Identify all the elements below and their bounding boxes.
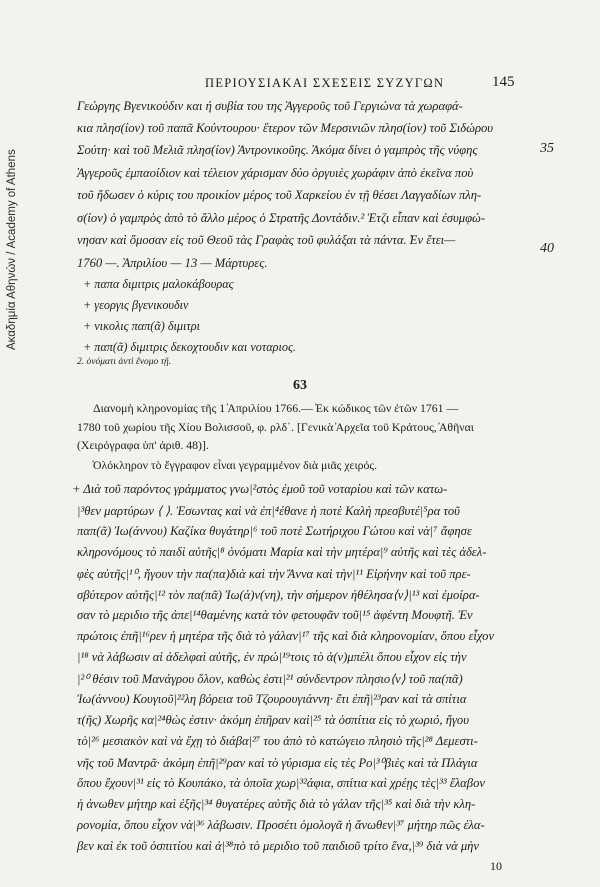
signature-line: + γεοργις βγενικουδιν — [83, 298, 189, 312]
body-line: + Διὰ τοῦ παρόντος γράμματος γνω|²στὸς ἐμοῦ τοῦ νοταρίου καὶ τῶν κατω- — [72, 482, 448, 496]
body-line: ρονομία, ὅπου εἶχον νὰ|³⁶ λάβωσιν. Προσέτι ὁμολογᾶ ἡ ἄνωθεν|³⁷ μήτηρ πῶς ἐλα- — [77, 818, 485, 832]
line-number-margin: 35 — [540, 141, 554, 156]
body-line: νῆς τοῦ Μαντρᾶ· ἀκόμη ἐπῆ|²⁹ραν καὶ τὸ γύρισμα εἰς τὲς Ρο|³⁰βιὲς καὶ τὰ Πλάγια — [77, 756, 478, 770]
signature-line: + παπα διμιτρις μαλοκάβουρας — [83, 277, 234, 291]
signature-line: + παπ(ᾶ) διμιτρις δεκοχτουδιν και νοταριος. — [83, 340, 296, 354]
signature-mark: 10 — [490, 859, 502, 873]
body-line: φὲς αὐτῆς|¹⁰, ἤγουν τὴν πα(πα)διὰ καὶ τὴν Ἄννα καὶ τὴν|¹¹ Εἰρήνην καὶ τοῦ πρε- — [77, 567, 471, 581]
body-line: βεν καὶ ἐκ τοῦ ὁσπιτίου καὶ ἀ|³⁸πὸ τὸ μεριδιο τοῦ παιδιοῦ τρίτο ἕνα,|³⁹ διὰ νὰ μὴν — [77, 839, 480, 853]
text-line: ̓Αγγεροῦς ἐμπαοίδιον καὶ τέλειον χάρισμαν δύο ὀργυιὲς χωράφιν ἀπὸ ἐκεῖνα ποὺ — [77, 166, 474, 180]
body-line: |¹⁸ νὰ λάβωσιν αἱ ἀδελφαὶ αὐτῆς, ἐν πρώ|¹⁹τοις τὸ ἀ(ν)μπέλι ὅπου εἶχον εἰς τὴν — [77, 650, 467, 664]
body-line: Ἰω(άννου) Κουγιοῦ|²²λη βόρεια τοῦ Τζουρουγιάννη· ἔτι ἐπῆ|²³ραν καὶ τὰ σπίτια — [77, 692, 467, 706]
line-number-margin: 40 — [540, 241, 554, 256]
body-line: ὅπου ἔχουν|³¹ εἰς τὸ Κουπάκο, τὰ ὁποῖα χωρ|³²άφια, σπίτια καὶ χρέῃς τὲς|³³ ἔλαβον — [77, 776, 485, 790]
signature-line: + νικολις παπ(ᾶ) διμιτρι — [83, 319, 200, 333]
running-title: ΠΕΡΙΟΥΣΙΑΚΑΙ ΣΧΕΣΕΙΣ ΣΥΖΥΓΩΝ — [205, 76, 445, 90]
text-line: τοῦ ἤδωσεν ὁ κύρις του προικίον μέρος τοῦ Χαρκείου ἐν τῇ θέσει Λαγγαδίων πλη- — [77, 188, 482, 202]
body-line: σβύτερον αὐτῆς|¹² τὸν πα(πᾶ) Ἰω(ά)ν(νη), τὴν σήμερον ἠθέλησα⟨ν⟩|¹³ καὶ ἐμοίρα- — [77, 588, 480, 602]
body-line: τ(ῆς) Χωρῆς κα|²⁴θὼς ἐστιν· ἀκόμη ἐπῆραν καὶ|²⁵ τὰ ὁσπίτια εἰς τὸ χωριό, ἤγου — [77, 713, 470, 727]
body-line: τὸ|²⁶ μεσιακὸν καὶ νὰ ἔχῃ τὸ διάβα|²⁷ του ἀπὸ τὸ κατώγειο πλησιὸ τῆς|²⁸ Δεμεστι- — [77, 734, 478, 748]
body-line: |²⁰ θέσιν τοῦ Μανάγρου ὅλον, καθὼς ἐστι|²¹ σύνδεντρον πλησιο⟨ν⟩ τοῦ πα(πᾶ) — [77, 672, 463, 686]
text-line: νησαν καὶ ὅμοσαν εἰς τοῦ Θεοῦ τὰς Γραφὰς τοῦ φυλάξαι τὰ πάντα. ̓Εν ἔτει— — [77, 233, 456, 247]
page-header — [0, 76, 600, 96]
footnote: 2. ὀνόματι ἀντὶ ἔνομο τῇ. — [77, 357, 172, 367]
body-line: |³θεν μαρτύρων ⟨ ⟩. Ἐσωντας καὶ νὰ ἐπ|⁴έθανε ἡ ποτὲ Καλὴ πρεσβυτέ|⁵ρα τοῦ — [77, 504, 460, 518]
body-line: πρώτοις ἐπῆ|¹⁶ρεν ἡ μητέρα τῆς διὰ τὸ γάλαν|¹⁷ τῆς καὶ διὰ κληρονομίαν, ὅπου εἶχον — [77, 629, 495, 643]
body-line: κληρονόμους τὸ παιδὶ αὐτῆς|⁸ ὀνόματι Μαρία καὶ τὴν μητέρα|⁹ αὐτῆς καὶ τὲς ἀδελ- — [77, 545, 487, 559]
text-line: 1760 —. ̓Απριλίου — 13 — Μάρτυρες. — [77, 256, 268, 270]
text-line: Σούτη· καὶ τοῦ Μελιᾶ πλησ(ίον) ̓Αντρονικοῦης. ̓Ακόμα δίνει ὁ γαμπρὸς τῆς νύφης — [77, 143, 478, 157]
text-line: σ(ίον) ὁ γαμπρὸς ἀπὸ τὸ ἄλλο μέρος ὁ Στρατῆς Δοντάδιν.² Ἐτζι εἶπαν καὶ ἐσυμφώ- — [77, 211, 486, 225]
side-stamp: Ακαδημία Αθηνών / Academy of Athens — [6, 149, 18, 351]
text-line: Γεώργης Βγενικούδιν και ή συβία του της ̓Αγγεροῦς τοῦ Γεργιώνα τὰ χωραφά- — [77, 99, 463, 113]
body-line: ἡ ἀνωθεν μήτηρ καὶ ἐξῆς|³⁴ θυγατέρες αὐτῆς διὰ τὸ γάλαν τῆς|³⁵ καὶ διὰ τὴν κλη- — [77, 797, 476, 811]
page-number: 145 — [492, 74, 515, 90]
text-line: κια πλησ(ίον) τοῦ παπᾶ Κούντουρου· ἕτερον τῶν Μερσινιῶν πλησ(ίον) τοῦ Σιδώρου — [77, 121, 494, 135]
body-line: παπ(ᾶ) Ἰω(άννου) Καζίκα θυγάτηρ|⁶ τοῦ ποτὲ Σωτήριχου Γώτου καὶ νὰ|⁷ ἄφησε — [77, 524, 472, 538]
body-line: σαν τὸ μεριδιο τῆς ἀπε|¹⁴θαμένης κατὰ τὸν φετουφᾶν τοῦ|¹⁵ ἀφέντη Μουφτῆ. Ἐν — [77, 608, 473, 622]
document-number: 63 — [293, 378, 307, 393]
